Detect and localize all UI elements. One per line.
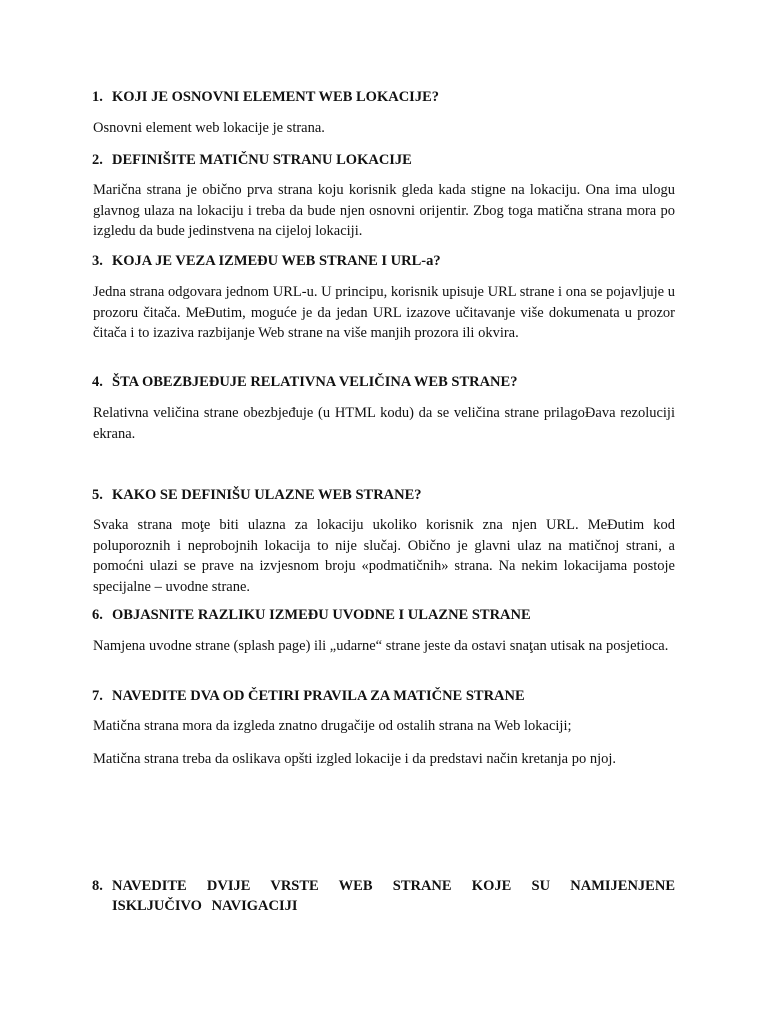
answer-7-paragraph-2: Matična strana treba da oslikava opšti izgled lokacije i da predstavi način kretanja po njoj.: [93, 751, 617, 767]
question-1-heading: [92, 87, 675, 107]
question-4-title: ŠTA OBEZBJEĐUJE RELATIVNA VELIČINA WEB STRANE?: [112, 374, 518, 390]
question-6-title: OBJASNITE RAZLIKU IZMEĐU UVODNE I ULAZNE STRANE: [112, 607, 531, 623]
question-6-heading: [92, 605, 675, 625]
question-2-title: DEFINIŠITE MATIČNU STRANU LOKACIJE: [112, 152, 412, 168]
question-5-number: 5.: [92, 487, 103, 503]
question-8-title: NAVEDITE DVIJE VRSTE WEB STRANE KOJE SU NAMIJENJENE ISKLJUČIVO NAVIGACIJI: [112, 878, 675, 914]
question-1-title: KOJI JE OSNOVNI ELEMENT WEB LOKACIJE?: [112, 89, 439, 105]
question-5-heading: [92, 485, 675, 505]
answer-4-paragraph: Relativna veličina strane obezbjeđuje (u HTML kodu) da se veličina strane prilagoĐava rezoluciji ekrana.: [93, 405, 675, 442]
question-4-number: 4.: [92, 374, 103, 390]
question-5-title: KAKO SE DEFINIŠU ULAZNE WEB STRANE?: [112, 487, 422, 503]
question-7-number: 7.: [92, 688, 103, 704]
question-7-heading: [92, 686, 675, 706]
answer-7-paragraph-1: Matična strana mora da izgleda znatno drugačije od ostalih strana na Web lokaciji;: [93, 718, 572, 734]
question-3-title: KOJA JE VEZA IZMEĐU WEB STRANE I URL-a?: [112, 253, 441, 269]
question-4-heading: [92, 372, 675, 392]
question-2-heading: [92, 150, 675, 170]
question-1-number: 1.: [92, 89, 103, 105]
question-3-heading: [92, 251, 675, 271]
question-8-heading: [92, 876, 675, 916]
question-6-number: 6.: [92, 607, 103, 623]
question-7-title: NAVEDITE DVA OD ČETIRI PRAVILA ZA MATIČNE STRANE: [112, 688, 525, 704]
answer-5-paragraph: Svaka strana moţe biti ulazna za lokaciju ukoliko korisnik zna njen URL. MeĐutim kod poluporoznih i neprobojnih lokacija to nije slučaj. Obično je glavni ulaz na matičnoj strani, a pomoćni ulazi se prave na izvjesnom broju «podmatičnih» strana. Na nekim lokacijama postoje specijalne – uvodne strane.: [93, 517, 675, 595]
question-2-number: 2.: [92, 152, 103, 168]
answer-6-paragraph: Namjena uvodne strane (splash page) ili „udarne“ strane jeste da ostavi snaţan utisak na posjetioca.: [93, 638, 669, 654]
question-3-number: 3.: [92, 253, 103, 269]
question-8-number: 8.: [92, 878, 103, 894]
answer-1-paragraph: Osnovni element web lokacije je strana.: [93, 120, 325, 136]
answer-2-paragraph: Marična strana je obično prva strana koju korisnik gleda kada stigne na lokaciju. Ona ima ulogu glavnog ulaza na lokaciju i treba da bude njen osnovni orijentir. Zbog toga matična strana mora po izgledu da bude jedinstvena na cijeloj lokaciji.: [93, 182, 675, 240]
answer-3-paragraph: Jedna strana odgovara jednom URL-u. U principu, korisnik upisuje URL strane i ona se pojavljuje u prozoru čitača. MeĐutim, moguće je da jedan URL izazove učitavanje više dokumenata u prozor čitača i to izaziva razbijanje Web strane na više manjih prozora ili okvira.: [93, 284, 675, 342]
